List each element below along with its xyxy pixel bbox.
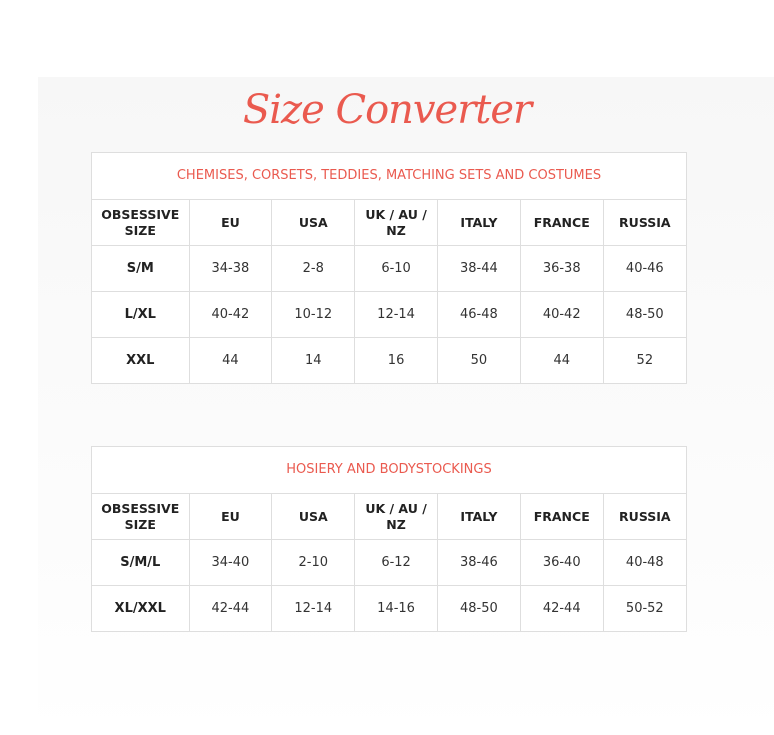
col-header-uk-au-nz: UK / AU / NZ bbox=[355, 200, 438, 246]
cell-italy: 50 bbox=[437, 338, 520, 384]
col-header-uk-au-nz: UK / AU / NZ bbox=[355, 494, 438, 540]
cell-france: 44 bbox=[520, 338, 603, 384]
cell-russia: 50-52 bbox=[625, 601, 664, 616]
cell-france: 36-40 bbox=[520, 540, 603, 586]
table-row bbox=[92, 540, 686, 586]
cell-usa: 2-10 bbox=[272, 540, 355, 586]
cell-uk-au-nz: 16 bbox=[355, 338, 438, 384]
col-header-france: FRANCE bbox=[520, 200, 603, 246]
size-grid bbox=[92, 494, 686, 631]
cell-russia: 40-46 bbox=[603, 246, 686, 292]
size-grid bbox=[92, 200, 686, 383]
col-header-france: FRANCE bbox=[520, 494, 603, 540]
cell-eu: 34-40 bbox=[189, 540, 272, 586]
table-row bbox=[92, 586, 686, 632]
cell-russia: 52 bbox=[636, 353, 654, 368]
cell-russia: 40-48 bbox=[603, 540, 686, 586]
cell-size: L/XL bbox=[92, 292, 189, 338]
cell-eu: 44 bbox=[189, 338, 272, 384]
col-header-eu: EU bbox=[189, 200, 272, 246]
table-caption: CHEMISES, CORSETS, TEDDIES, MATCHING SETS AND COSTUMES bbox=[92, 153, 686, 200]
col-header-obsessive-size: OBSESSIVE SIZE bbox=[92, 200, 189, 246]
col-header-usa: USA bbox=[272, 494, 355, 540]
col-header-russia: RUSSIA bbox=[603, 494, 686, 540]
cell-size: S/M/L bbox=[92, 540, 189, 586]
cell-france: 42-44 bbox=[520, 586, 603, 632]
cell-france: 40-42 bbox=[520, 292, 603, 338]
page-title: Size Converter bbox=[242, 87, 532, 133]
col-header-italy: ITALY bbox=[437, 494, 520, 540]
table-row bbox=[92, 338, 686, 384]
cell-italy: 38-46 bbox=[437, 540, 520, 586]
cell-italy: 38-44 bbox=[437, 246, 520, 292]
cell-uk-au-nz: 12-14 bbox=[355, 292, 438, 338]
cell-eu: 40-42 bbox=[189, 292, 272, 338]
cell-italy: 46-48 bbox=[437, 292, 520, 338]
col-header-italy: ITALY bbox=[437, 200, 520, 246]
cell-russia: 48-50 bbox=[603, 292, 686, 338]
cell-usa: 14 bbox=[272, 338, 355, 384]
cell-uk-au-nz: 14-16 bbox=[355, 586, 438, 632]
table-row bbox=[92, 246, 686, 292]
table-row bbox=[92, 292, 686, 338]
cell-size: XL/XXL bbox=[92, 586, 189, 632]
cell-usa: 12-14 bbox=[272, 586, 355, 632]
header-row bbox=[92, 494, 686, 540]
cell-eu: 42-44 bbox=[189, 586, 272, 632]
cell-italy: 48-50 bbox=[437, 586, 520, 632]
table-caption: HOSIERY AND BODYSTOCKINGS bbox=[92, 447, 686, 494]
cell-uk-au-nz: 6-10 bbox=[355, 246, 438, 292]
cell-usa: 2-8 bbox=[272, 246, 355, 292]
col-header-obsessive-size: OBSESSIVE SIZE bbox=[92, 494, 189, 540]
header-row bbox=[92, 200, 686, 246]
cell-size: XXL bbox=[92, 338, 189, 384]
col-header-usa: USA bbox=[272, 200, 355, 246]
col-header-russia: RUSSIA bbox=[603, 200, 686, 246]
cell-eu: 34-38 bbox=[189, 246, 272, 292]
cell-usa: 10-12 bbox=[272, 292, 355, 338]
col-header-eu: EU bbox=[189, 494, 272, 540]
size-table-hosiery bbox=[91, 446, 687, 632]
cell-france: 36-38 bbox=[520, 246, 603, 292]
cell-size: S/M bbox=[92, 246, 189, 292]
size-table-chemises bbox=[91, 152, 687, 384]
cell-uk-au-nz: 6-12 bbox=[355, 540, 438, 586]
